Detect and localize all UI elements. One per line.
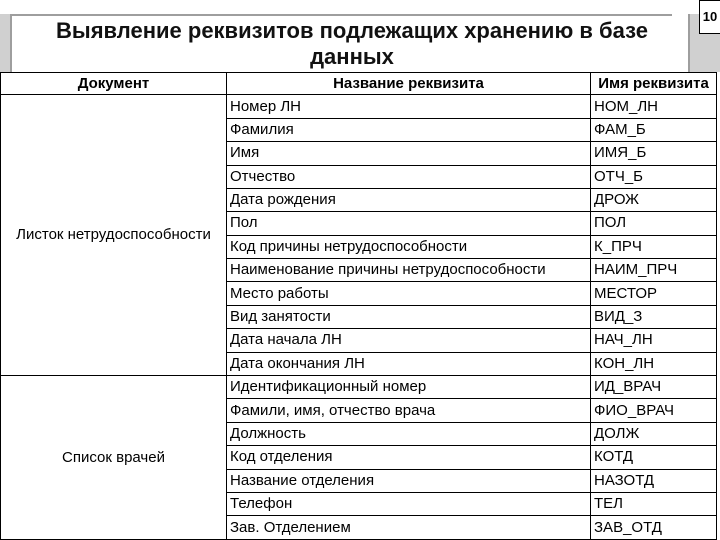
field-id-cell: КОТД: [591, 446, 717, 469]
field-name-cell: Вид занятости: [227, 305, 591, 328]
field-name-cell: Дата начала ЛН: [227, 329, 591, 352]
document-cell: Список врачей: [1, 376, 227, 540]
field-name-cell: Название отделения: [227, 469, 591, 492]
document-cell: Листок нетрудоспособности: [1, 95, 227, 376]
field-id-cell: ЗАВ_ОТД: [591, 516, 717, 540]
table-row: [1, 376, 717, 399]
field-id-cell: КОН_ЛН: [591, 352, 717, 375]
field-id-cell: НАЧ_ЛН: [591, 329, 717, 352]
title-frame-left: [0, 14, 12, 72]
field-id-cell: ТЕЛ: [591, 492, 717, 515]
field-id-cell: ВИД_З: [591, 305, 717, 328]
field-name-cell: Идентификационный номер: [227, 376, 591, 399]
field-id-cell: ИД_ВРАЧ: [591, 376, 717, 399]
requisites-table: [0, 72, 717, 540]
header-document: Документ: [1, 73, 227, 95]
field-id-cell: ДРОЖ: [591, 188, 717, 211]
field-id-cell: НАЗОТД: [591, 469, 717, 492]
field-name-cell: Зав. Отделением: [227, 516, 591, 540]
field-id-cell: ПОЛ: [591, 212, 717, 235]
field-name-cell: Дата рождения: [227, 188, 591, 211]
field-name-cell: Дата окончания ЛН: [227, 352, 591, 375]
slide-number: 10: [699, 0, 720, 34]
field-name-cell: Пол: [227, 212, 591, 235]
field-name-cell: Телефон: [227, 492, 591, 515]
field-id-cell: НАИМ_ПРЧ: [591, 259, 717, 282]
field-id-cell: ИМЯ_Б: [591, 142, 717, 165]
header-field-id: Имя реквизита: [591, 73, 717, 95]
table-header-row: [1, 73, 717, 95]
field-name-cell: Номер ЛН: [227, 95, 591, 118]
field-name-cell: Отчество: [227, 165, 591, 188]
field-name-cell: Имя: [227, 142, 591, 165]
header-field-name: Название реквизита: [227, 73, 591, 95]
field-name-cell: Должность: [227, 422, 591, 445]
slide-title: Выявление реквизитов подлежащих хранению в базе данных: [56, 18, 648, 69]
field-id-cell: К_ПРЧ: [591, 235, 717, 258]
field-name-cell: Место работы: [227, 282, 591, 305]
field-name-cell: Код отделения: [227, 446, 591, 469]
field-name-cell: Фамили, имя, отчество врача: [227, 399, 591, 422]
table-body: [1, 95, 717, 540]
field-name-cell: Код причины нетрудоспособности: [227, 235, 591, 258]
field-id-cell: НОМ_ЛН: [591, 95, 717, 118]
field-id-cell: ФИО_ВРАЧ: [591, 399, 717, 422]
table-row: [1, 95, 717, 118]
field-name-cell: Фамилия: [227, 118, 591, 141]
field-id-cell: ОТЧ_Б: [591, 165, 717, 188]
field-id-cell: ФАМ_Б: [591, 118, 717, 141]
field-id-cell: МЕСТОР: [591, 282, 717, 305]
field-id-cell: ДОЛЖ: [591, 422, 717, 445]
field-name-cell: Наименование причины нетрудоспособности: [227, 259, 591, 282]
